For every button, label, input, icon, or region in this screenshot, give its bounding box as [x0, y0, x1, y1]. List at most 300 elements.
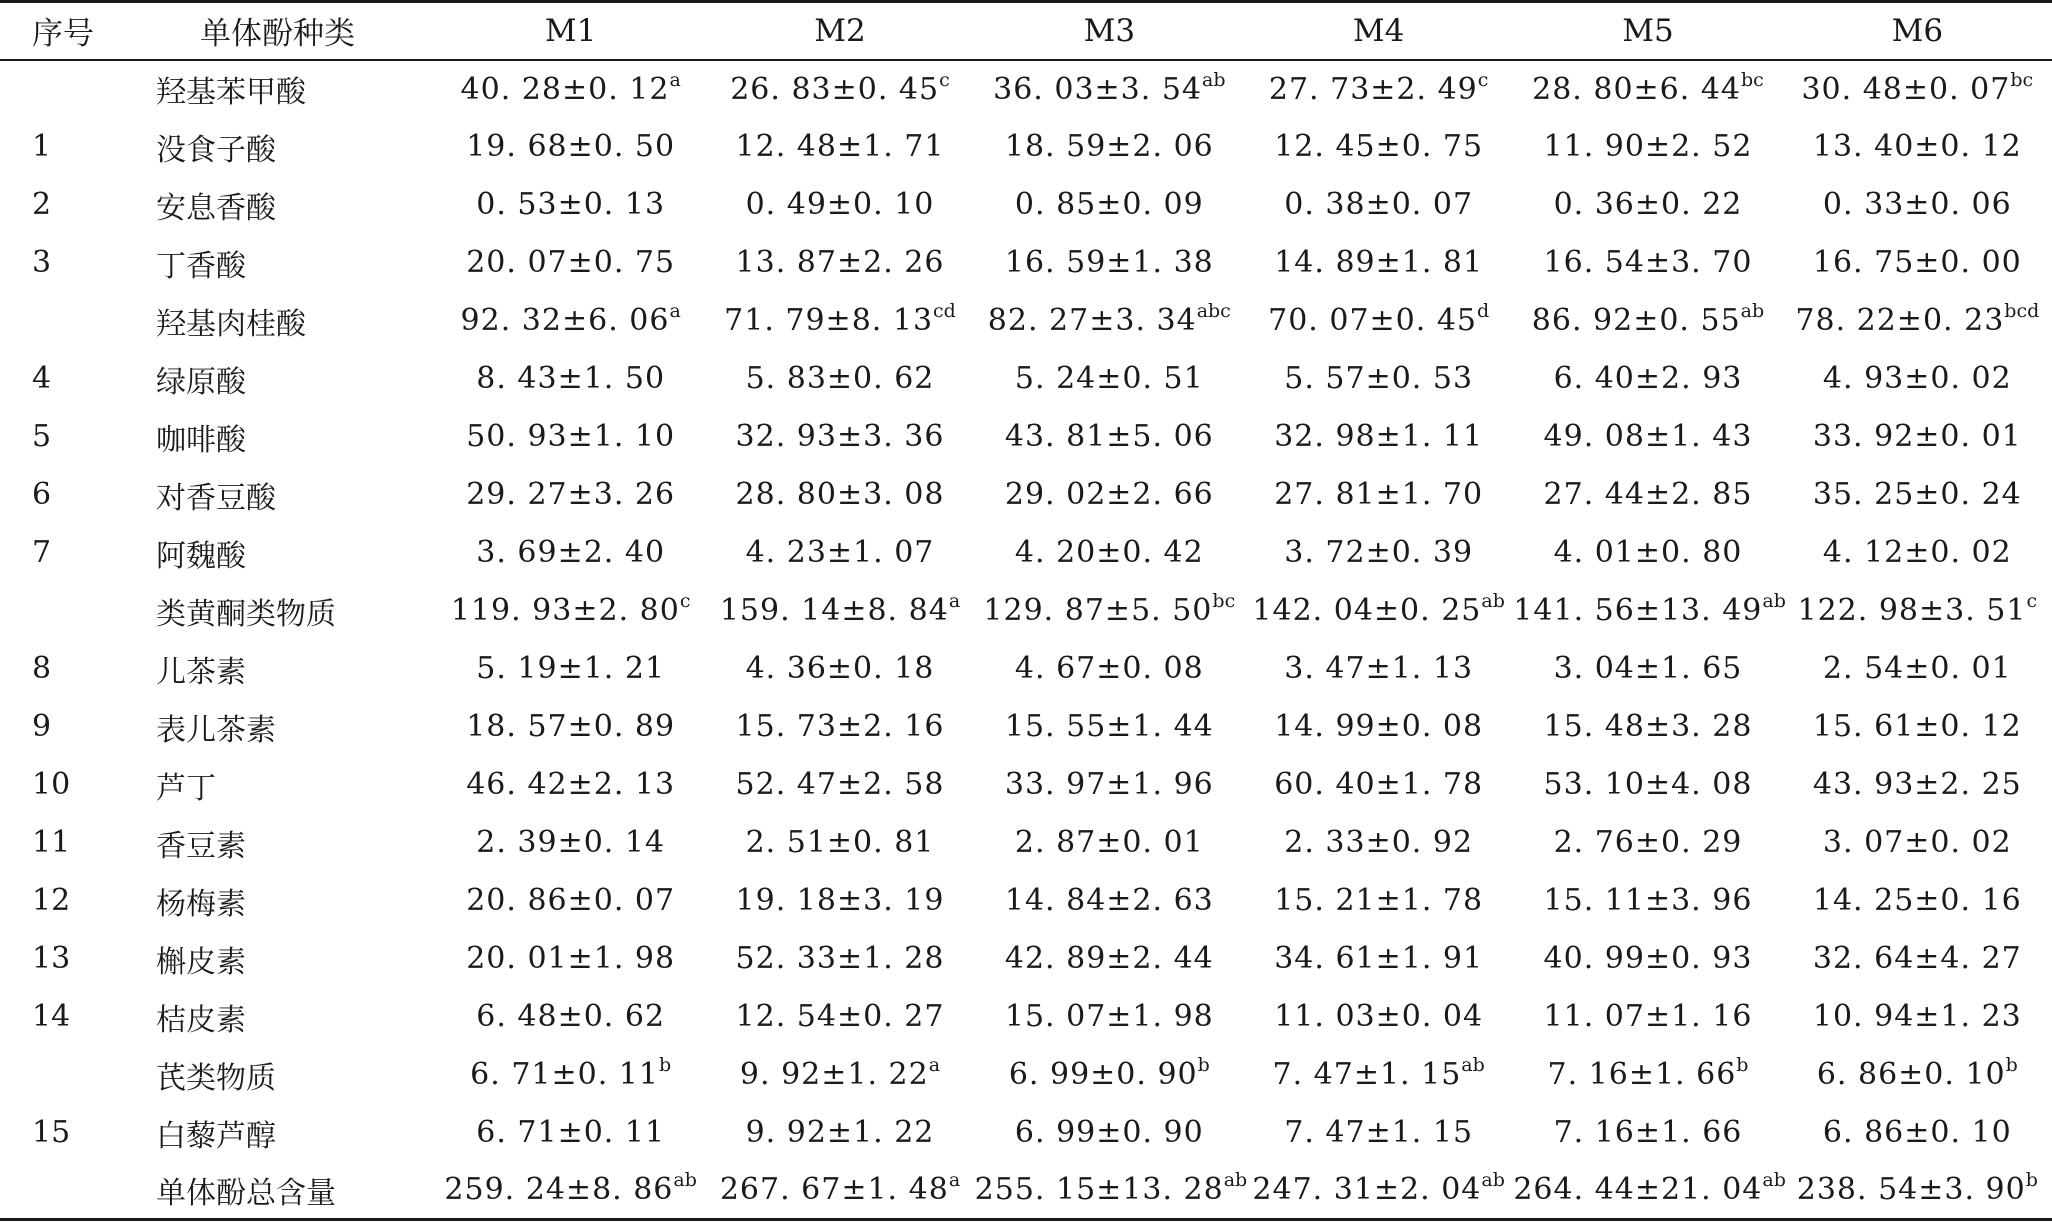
table-row	[0, 466, 2052, 524]
significance-letter: ab	[1762, 590, 1786, 612]
mean-sd-value: 70. 07±0. 45	[1268, 303, 1477, 338]
row-phenol-name: 类黄酮类物质	[156, 596, 336, 632]
value-cell-m2	[705, 756, 974, 814]
header-row	[0, 2, 2052, 60]
mean-sd-value: 18. 59±2. 06	[1004, 129, 1214, 164]
mean-sd-value: 7. 16±1. 66	[1553, 1115, 1743, 1150]
table-row	[0, 756, 2052, 814]
value-cell-m2	[705, 234, 974, 292]
mean-sd-value: 5. 24±0. 51	[1014, 361, 1204, 396]
mean-sd-value: 19. 68±0. 50	[466, 129, 676, 164]
table-row	[0, 524, 2052, 582]
value-cell-m5	[1513, 176, 1782, 234]
significance-letter: bcd	[2004, 300, 2040, 322]
mean-sd-value: 12. 54±0. 27	[735, 999, 945, 1034]
value-cell-m3	[975, 1104, 1244, 1162]
value-cell-m1	[436, 1046, 705, 1104]
mean-sd-value: 6. 40±2. 93	[1553, 361, 1743, 396]
value-cell-m6	[1783, 118, 2052, 176]
value-cell-m6	[1783, 930, 2052, 988]
significance-letter: a	[669, 300, 681, 322]
row-index: 15	[32, 1115, 71, 1150]
value-cell-m4	[1244, 118, 1513, 176]
mean-sd-value: 15. 48±3. 28	[1543, 709, 1753, 744]
row-phenol-name: 对香豆酸	[156, 480, 276, 516]
row-phenol-name: 芦丁	[156, 770, 216, 806]
table-row	[0, 582, 2052, 640]
table-row	[0, 60, 2052, 118]
value-cell-m4	[1244, 60, 1513, 118]
row-phenol-name: 咖啡酸	[156, 422, 246, 458]
value-cell-m4	[1244, 350, 1513, 408]
value-cell-m2	[705, 698, 974, 756]
header-m4: M4	[1244, 2, 1513, 60]
mean-sd-value: 14. 84±2. 63	[1004, 883, 1214, 918]
value-cell-m3	[975, 118, 1244, 176]
value-cell-m1	[436, 640, 705, 698]
mean-sd-value: 36. 03±3. 54	[993, 71, 1203, 107]
value-cell-m5	[1513, 582, 1786, 640]
value-cell-m3	[975, 60, 1244, 118]
mean-sd-value: 9. 92±1. 22	[739, 1057, 929, 1092]
table-row	[0, 292, 2052, 350]
row-index: 6	[32, 477, 52, 512]
header-m1: M1	[436, 2, 705, 60]
value-cell-m2	[705, 524, 974, 582]
row-phenol-name: 表儿茶素	[156, 712, 276, 748]
mean-sd-value: 43. 81±5. 06	[1004, 419, 1214, 454]
significance-letter: b	[2025, 1169, 2038, 1192]
value-cell-m4	[1244, 698, 1513, 756]
significance-letter: ab	[1223, 1169, 1248, 1192]
mean-sd-value: 0. 85±0. 09	[1014, 187, 1204, 222]
mean-sd-value: 16. 75±0. 00	[1812, 245, 2022, 280]
significance-letter: a	[948, 590, 961, 612]
mean-sd-value: 20. 07±0. 75	[466, 245, 676, 280]
value-cell-m5	[1513, 118, 1782, 176]
value-cell-m4	[1244, 1104, 1513, 1162]
mean-sd-value: 11. 90±2. 52	[1543, 129, 1753, 164]
mean-sd-value: 6. 99±0. 90	[1008, 1057, 1198, 1092]
mean-sd-value: 18. 57±0. 89	[466, 709, 676, 744]
value-cell-m3	[975, 292, 1244, 350]
significance-letter: c	[1477, 68, 1489, 91]
mean-sd-value: 7. 47±1. 15	[1272, 1057, 1462, 1092]
mean-sd-value: 86. 92±0. 55	[1531, 303, 1741, 338]
mean-sd-value: 33. 92±0. 01	[1812, 419, 2022, 454]
mean-sd-value: 159. 14±8. 84	[719, 593, 949, 628]
table-row	[0, 988, 2052, 1046]
significance-letter: b	[658, 1054, 672, 1076]
row-index	[0, 60, 146, 118]
mean-sd-value: 6. 99±0. 90	[1014, 1115, 1204, 1150]
row-phenol-name: 绿原酸	[156, 364, 246, 400]
row-phenol-name: 儿茶素	[156, 654, 246, 690]
significance-letter: b	[1736, 1054, 1749, 1076]
value-cell-m5	[1513, 234, 1782, 292]
value-cell-m4	[1244, 466, 1513, 524]
mean-sd-value: 0. 36±0. 22	[1553, 187, 1743, 222]
value-cell-m6	[1783, 872, 2052, 930]
mean-sd-value: 255. 15±13. 28	[974, 1172, 1224, 1208]
value-cell-m3	[975, 466, 1244, 524]
mean-sd-value: 15. 73±2. 16	[735, 709, 945, 744]
table-row	[0, 350, 2052, 408]
value-cell-m3	[975, 234, 1244, 292]
value-cell-m1	[436, 234, 705, 292]
row-index: 14	[32, 999, 71, 1034]
value-cell-m4	[1244, 524, 1513, 582]
mean-sd-value: 0. 38±0. 07	[1284, 187, 1474, 222]
value-cell-m1	[436, 176, 705, 234]
value-cell-m5	[1513, 640, 1782, 698]
table-row	[0, 1046, 2052, 1104]
significance-letter: c	[939, 68, 950, 91]
table-row	[0, 698, 2052, 756]
value-cell-m1	[436, 60, 705, 118]
value-cell-m6	[1783, 814, 2052, 872]
value-cell-m3	[975, 582, 1244, 640]
value-cell-m4	[1244, 930, 1513, 988]
value-cell-m3	[974, 1162, 1248, 1220]
table-row	[0, 1104, 2052, 1162]
mean-sd-value: 11. 07±1. 16	[1543, 999, 1753, 1034]
value-cell-m5	[1513, 756, 1782, 814]
row-index: 12	[32, 883, 71, 918]
mean-sd-value: 26. 83±0. 45	[730, 71, 940, 107]
significance-letter: ab	[1740, 300, 1765, 322]
value-cell-m3	[975, 698, 1244, 756]
value-cell-m2	[705, 408, 974, 466]
value-cell-m2	[705, 582, 974, 640]
row-index: 4	[32, 361, 52, 396]
mean-sd-value: 16. 59±1. 38	[1004, 245, 1214, 280]
mean-sd-value: 6. 86±0. 10	[1822, 1115, 2012, 1150]
mean-sd-value: 78. 22±0. 23	[1795, 303, 2005, 338]
significance-letter: cd	[933, 300, 956, 322]
table-row	[0, 1162, 2052, 1220]
mean-sd-value: 6. 48±0. 62	[476, 999, 666, 1034]
row-index	[0, 582, 146, 640]
significance-letter: ab	[1762, 1169, 1786, 1192]
mean-sd-value: 60. 40±1. 78	[1274, 767, 1484, 802]
mean-sd-value: 6. 71±0. 11	[476, 1115, 666, 1150]
value-cell-m5	[1513, 1162, 1786, 1220]
value-cell-m4	[1244, 582, 1513, 640]
mean-sd-value: 27. 44±2. 85	[1543, 477, 1753, 512]
significance-letter: c	[2026, 590, 2038, 612]
value-cell-m4	[1244, 1046, 1513, 1104]
mean-sd-value: 11. 03±0. 04	[1274, 999, 1484, 1034]
mean-sd-value: 0. 53±0. 13	[476, 187, 666, 222]
significance-letter: ab	[1202, 68, 1226, 91]
row-index: 8	[32, 651, 52, 686]
mean-sd-value: 15. 55±1. 44	[1004, 709, 1214, 744]
value-cell-m6	[1783, 350, 2052, 408]
header-m5: M5	[1513, 2, 1782, 60]
value-cell-m2	[705, 292, 974, 350]
value-cell-m1	[436, 698, 705, 756]
value-cell-m5	[1513, 292, 1782, 350]
row-index: 10	[32, 767, 71, 802]
mean-sd-value: 122. 98±3. 51	[1797, 593, 2027, 628]
row-phenol-name: 羟基肉桂酸	[156, 306, 306, 342]
header-index: 序号	[0, 2, 146, 60]
significance-letter: ab	[1461, 1054, 1485, 1076]
value-cell-m5	[1513, 408, 1782, 466]
value-cell-m1	[436, 582, 705, 640]
table-row	[0, 176, 2052, 234]
mean-sd-value: 28. 80±3. 08	[735, 477, 945, 512]
row-index: 1	[32, 129, 52, 164]
value-cell-m4	[1244, 1162, 1513, 1220]
row-phenol-name: 桔皮素	[156, 1002, 246, 1038]
row-index: 13	[32, 941, 71, 976]
value-cell-m2	[705, 176, 974, 234]
value-cell-m5	[1513, 350, 1782, 408]
mean-sd-value: 2. 54±0. 01	[1822, 651, 2012, 686]
value-cell-m6	[1783, 408, 2052, 466]
value-cell-m6	[1783, 466, 2052, 524]
table-row	[0, 234, 2052, 292]
mean-sd-value: 10. 94±1. 23	[1812, 999, 2022, 1034]
mean-sd-value: 49. 08±1. 43	[1543, 419, 1753, 454]
value-cell-m5	[1513, 466, 1782, 524]
row-index: 11	[32, 825, 71, 860]
row-phenol-name: 单体酚总含量	[146, 1162, 436, 1220]
significance-letter: a	[928, 1054, 941, 1076]
value-cell-m4	[1244, 988, 1513, 1046]
value-cell-m4	[1244, 408, 1513, 466]
value-cell-m6	[1783, 1046, 2052, 1104]
value-cell-m5	[1513, 988, 1782, 1046]
value-cell-m6	[1783, 292, 2052, 350]
mean-sd-value: 4. 01±0. 80	[1553, 535, 1743, 570]
significance-letter: b	[1197, 1054, 1210, 1076]
mean-sd-value: 4. 23±1. 07	[745, 535, 935, 570]
mean-sd-value: 4. 20±0. 42	[1014, 535, 1204, 570]
table-row	[0, 872, 2052, 930]
mean-sd-value: 3. 72±0. 39	[1284, 535, 1474, 570]
value-cell-m4	[1244, 640, 1513, 698]
value-cell-m1	[436, 408, 705, 466]
value-cell-m1	[436, 814, 705, 872]
header-m6: M6	[1783, 2, 2052, 60]
value-cell-m3	[975, 1046, 1244, 1104]
mean-sd-value: 30. 48±0. 07	[1801, 71, 2011, 107]
mean-sd-value: 15. 11±3. 96	[1543, 883, 1753, 918]
mean-sd-value: 46. 42±2. 13	[466, 767, 676, 802]
value-cell-m5	[1513, 1046, 1782, 1104]
value-cell-m2	[705, 872, 974, 930]
value-cell-m3	[975, 408, 1244, 466]
row-phenol-name: 阿魏酸	[156, 538, 246, 574]
value-cell-m3	[975, 930, 1244, 988]
value-cell-m6	[1783, 176, 2052, 234]
row-phenol-name: 芪类物质	[156, 1060, 276, 1096]
value-cell-m1	[436, 118, 705, 176]
mean-sd-value: 9. 92±1. 22	[745, 1115, 935, 1150]
value-cell-m3	[975, 176, 1244, 234]
significance-letter: c	[679, 590, 691, 612]
value-cell-m1	[436, 1162, 705, 1220]
header-m3: M3	[975, 2, 1244, 60]
mean-sd-value: 13. 40±0. 12	[1812, 129, 2022, 164]
mean-sd-value: 40. 99±0. 93	[1543, 941, 1753, 976]
value-cell-m5	[1513, 524, 1782, 582]
header-phenol-type: 单体酚种类	[146, 2, 436, 60]
value-cell-m1	[436, 350, 705, 408]
table-row	[0, 118, 2052, 176]
row-index: 5	[32, 419, 52, 454]
value-cell-m3	[975, 350, 1244, 408]
row-phenol-name: 杨梅素	[156, 886, 246, 922]
mean-sd-value: 264. 44±21. 04	[1513, 1172, 1763, 1208]
mean-sd-value: 52. 33±1. 28	[735, 941, 945, 976]
value-cell-m1	[436, 988, 705, 1046]
row-index: 9	[32, 709, 52, 744]
value-cell-m5	[1513, 872, 1782, 930]
significance-letter: d	[1477, 300, 1490, 322]
mean-sd-value: 13. 87±2. 26	[735, 245, 945, 280]
value-cell-m6	[1783, 640, 2052, 698]
mean-sd-value: 43. 93±2. 25	[1812, 767, 2022, 802]
value-cell-m2	[705, 60, 974, 118]
value-cell-m5	[1513, 60, 1782, 118]
mean-sd-value: 5. 57±0. 53	[1284, 361, 1474, 396]
mean-sd-value: 2. 76±0. 29	[1553, 825, 1743, 860]
table-row	[0, 930, 2052, 988]
mean-sd-value: 0. 49±0. 10	[745, 187, 935, 222]
mean-sd-value: 4. 93±0. 02	[1822, 361, 2012, 396]
mean-sd-value: 53. 10±4. 08	[1543, 767, 1753, 802]
mean-sd-value: 14. 99±0. 08	[1274, 709, 1484, 744]
mean-sd-value: 247. 31±2. 04	[1252, 1172, 1482, 1208]
value-cell-m2	[705, 1162, 974, 1220]
mean-sd-value: 4. 12±0. 02	[1822, 535, 2012, 570]
value-cell-m2	[705, 1046, 974, 1104]
value-cell-m3	[975, 872, 1244, 930]
value-cell-m3	[975, 756, 1244, 814]
row-phenol-name: 丁香酸	[156, 248, 246, 284]
mean-sd-value: 20. 86±0. 07	[466, 883, 676, 918]
mean-sd-value: 8. 43±1. 50	[476, 361, 666, 396]
value-cell-m2	[705, 1104, 974, 1162]
mean-sd-value: 82. 27±3. 34	[987, 303, 1197, 338]
row-index: 2	[32, 187, 52, 222]
mean-sd-value: 2. 33±0. 92	[1284, 825, 1474, 860]
significance-letter: bc	[1212, 590, 1236, 612]
value-cell-m4	[1244, 292, 1513, 350]
value-cell-m6	[1783, 756, 2052, 814]
mean-sd-value: 27. 73±2. 49	[1268, 71, 1478, 107]
mean-sd-value: 4. 67±0. 08	[1014, 651, 1204, 686]
value-cell-m2	[705, 466, 974, 524]
mean-sd-value: 42. 89±2. 44	[1004, 941, 1214, 976]
mean-sd-value: 3. 04±1. 65	[1553, 651, 1743, 686]
mean-sd-value: 33. 97±1. 96	[1004, 767, 1214, 802]
mean-sd-value: 27. 81±1. 70	[1274, 477, 1484, 512]
mean-sd-value: 3. 47±1. 13	[1284, 651, 1474, 686]
row-index: 3	[32, 245, 52, 280]
value-cell-m5	[1513, 814, 1782, 872]
mean-sd-value: 34. 61±1. 91	[1274, 941, 1484, 976]
row-phenol-name: 羟基苯甲酸	[156, 75, 306, 110]
row-phenol-name: 香豆素	[156, 828, 246, 864]
significance-letter: b	[2005, 1054, 2018, 1076]
value-cell-m2	[705, 640, 974, 698]
mean-sd-value: 141. 56±13. 49	[1513, 593, 1763, 628]
value-cell-m2	[705, 814, 974, 872]
mean-sd-value: 259. 24±8. 86	[444, 1172, 674, 1208]
value-cell-m2	[705, 118, 974, 176]
mean-sd-value: 238. 54±3. 90	[1796, 1172, 2026, 1208]
row-phenol-name: 槲皮素	[156, 944, 246, 980]
mean-sd-value: 29. 02±2. 66	[1004, 477, 1214, 512]
value-cell-m6	[1783, 1162, 2052, 1220]
mean-sd-value: 15. 07±1. 98	[1004, 999, 1214, 1034]
mean-sd-value: 52. 47±2. 58	[735, 767, 945, 802]
row-phenol-name: 白藜芦醇	[156, 1118, 276, 1154]
value-cell-m4	[1244, 756, 1513, 814]
mean-sd-value: 5. 83±0. 62	[745, 361, 935, 396]
mean-sd-value: 50. 93±1. 10	[466, 419, 676, 454]
mean-sd-value: 3. 69±2. 40	[476, 535, 666, 570]
value-cell-m4	[1244, 814, 1513, 872]
value-cell-m4	[1244, 234, 1513, 292]
value-cell-m6	[1783, 524, 2052, 582]
mean-sd-value: 129. 87±5. 50	[983, 593, 1213, 628]
value-cell-m6	[1783, 582, 2052, 640]
mean-sd-value: 15. 21±1. 78	[1274, 883, 1484, 918]
header-m2: M2	[705, 2, 974, 60]
table-body	[0, 60, 2052, 1220]
mean-sd-value: 16. 54±3. 70	[1543, 245, 1753, 280]
value-cell-m1	[436, 930, 705, 988]
row-index: 7	[32, 535, 52, 570]
mean-sd-value: 28. 80±6. 44	[1532, 71, 1742, 107]
mean-sd-value: 15. 61±0. 12	[1812, 709, 2022, 744]
mean-sd-value: 142. 04±0. 25	[1252, 593, 1482, 628]
value-cell-m6	[1783, 60, 2052, 118]
value-cell-m6	[1783, 234, 2052, 292]
row-phenol-name: 没食子酸	[156, 132, 276, 168]
mean-sd-value: 12. 48±1. 71	[735, 129, 945, 164]
row-index	[0, 292, 146, 350]
value-cell-m2	[705, 930, 974, 988]
mean-sd-value: 19. 18±3. 19	[735, 883, 945, 918]
value-cell-m3	[975, 640, 1244, 698]
mean-sd-value: 4. 36±0. 18	[745, 651, 935, 686]
value-cell-m6	[1783, 988, 2052, 1046]
significance-letter: ab	[673, 1169, 697, 1192]
mean-sd-value: 32. 93±3. 36	[735, 419, 945, 454]
table-header	[0, 2, 2052, 60]
mean-sd-value: 2. 87±0. 01	[1014, 825, 1204, 860]
mean-sd-value: 2. 51±0. 81	[745, 825, 935, 860]
row-index	[0, 1046, 146, 1104]
value-cell-m1	[436, 756, 705, 814]
mean-sd-value: 6. 71±0. 11	[470, 1057, 659, 1092]
mean-sd-value: 40. 28±0. 12	[460, 71, 670, 107]
mean-sd-value: 14. 25±0. 16	[1812, 883, 2022, 918]
value-cell-m6	[1783, 1104, 2052, 1162]
mean-sd-value: 267. 67±1. 48	[719, 1172, 949, 1208]
value-cell-m1	[436, 1104, 705, 1162]
value-cell-m3	[975, 814, 1244, 872]
significance-letter: a	[669, 68, 681, 91]
mean-sd-value: 29. 27±3. 26	[466, 477, 676, 512]
